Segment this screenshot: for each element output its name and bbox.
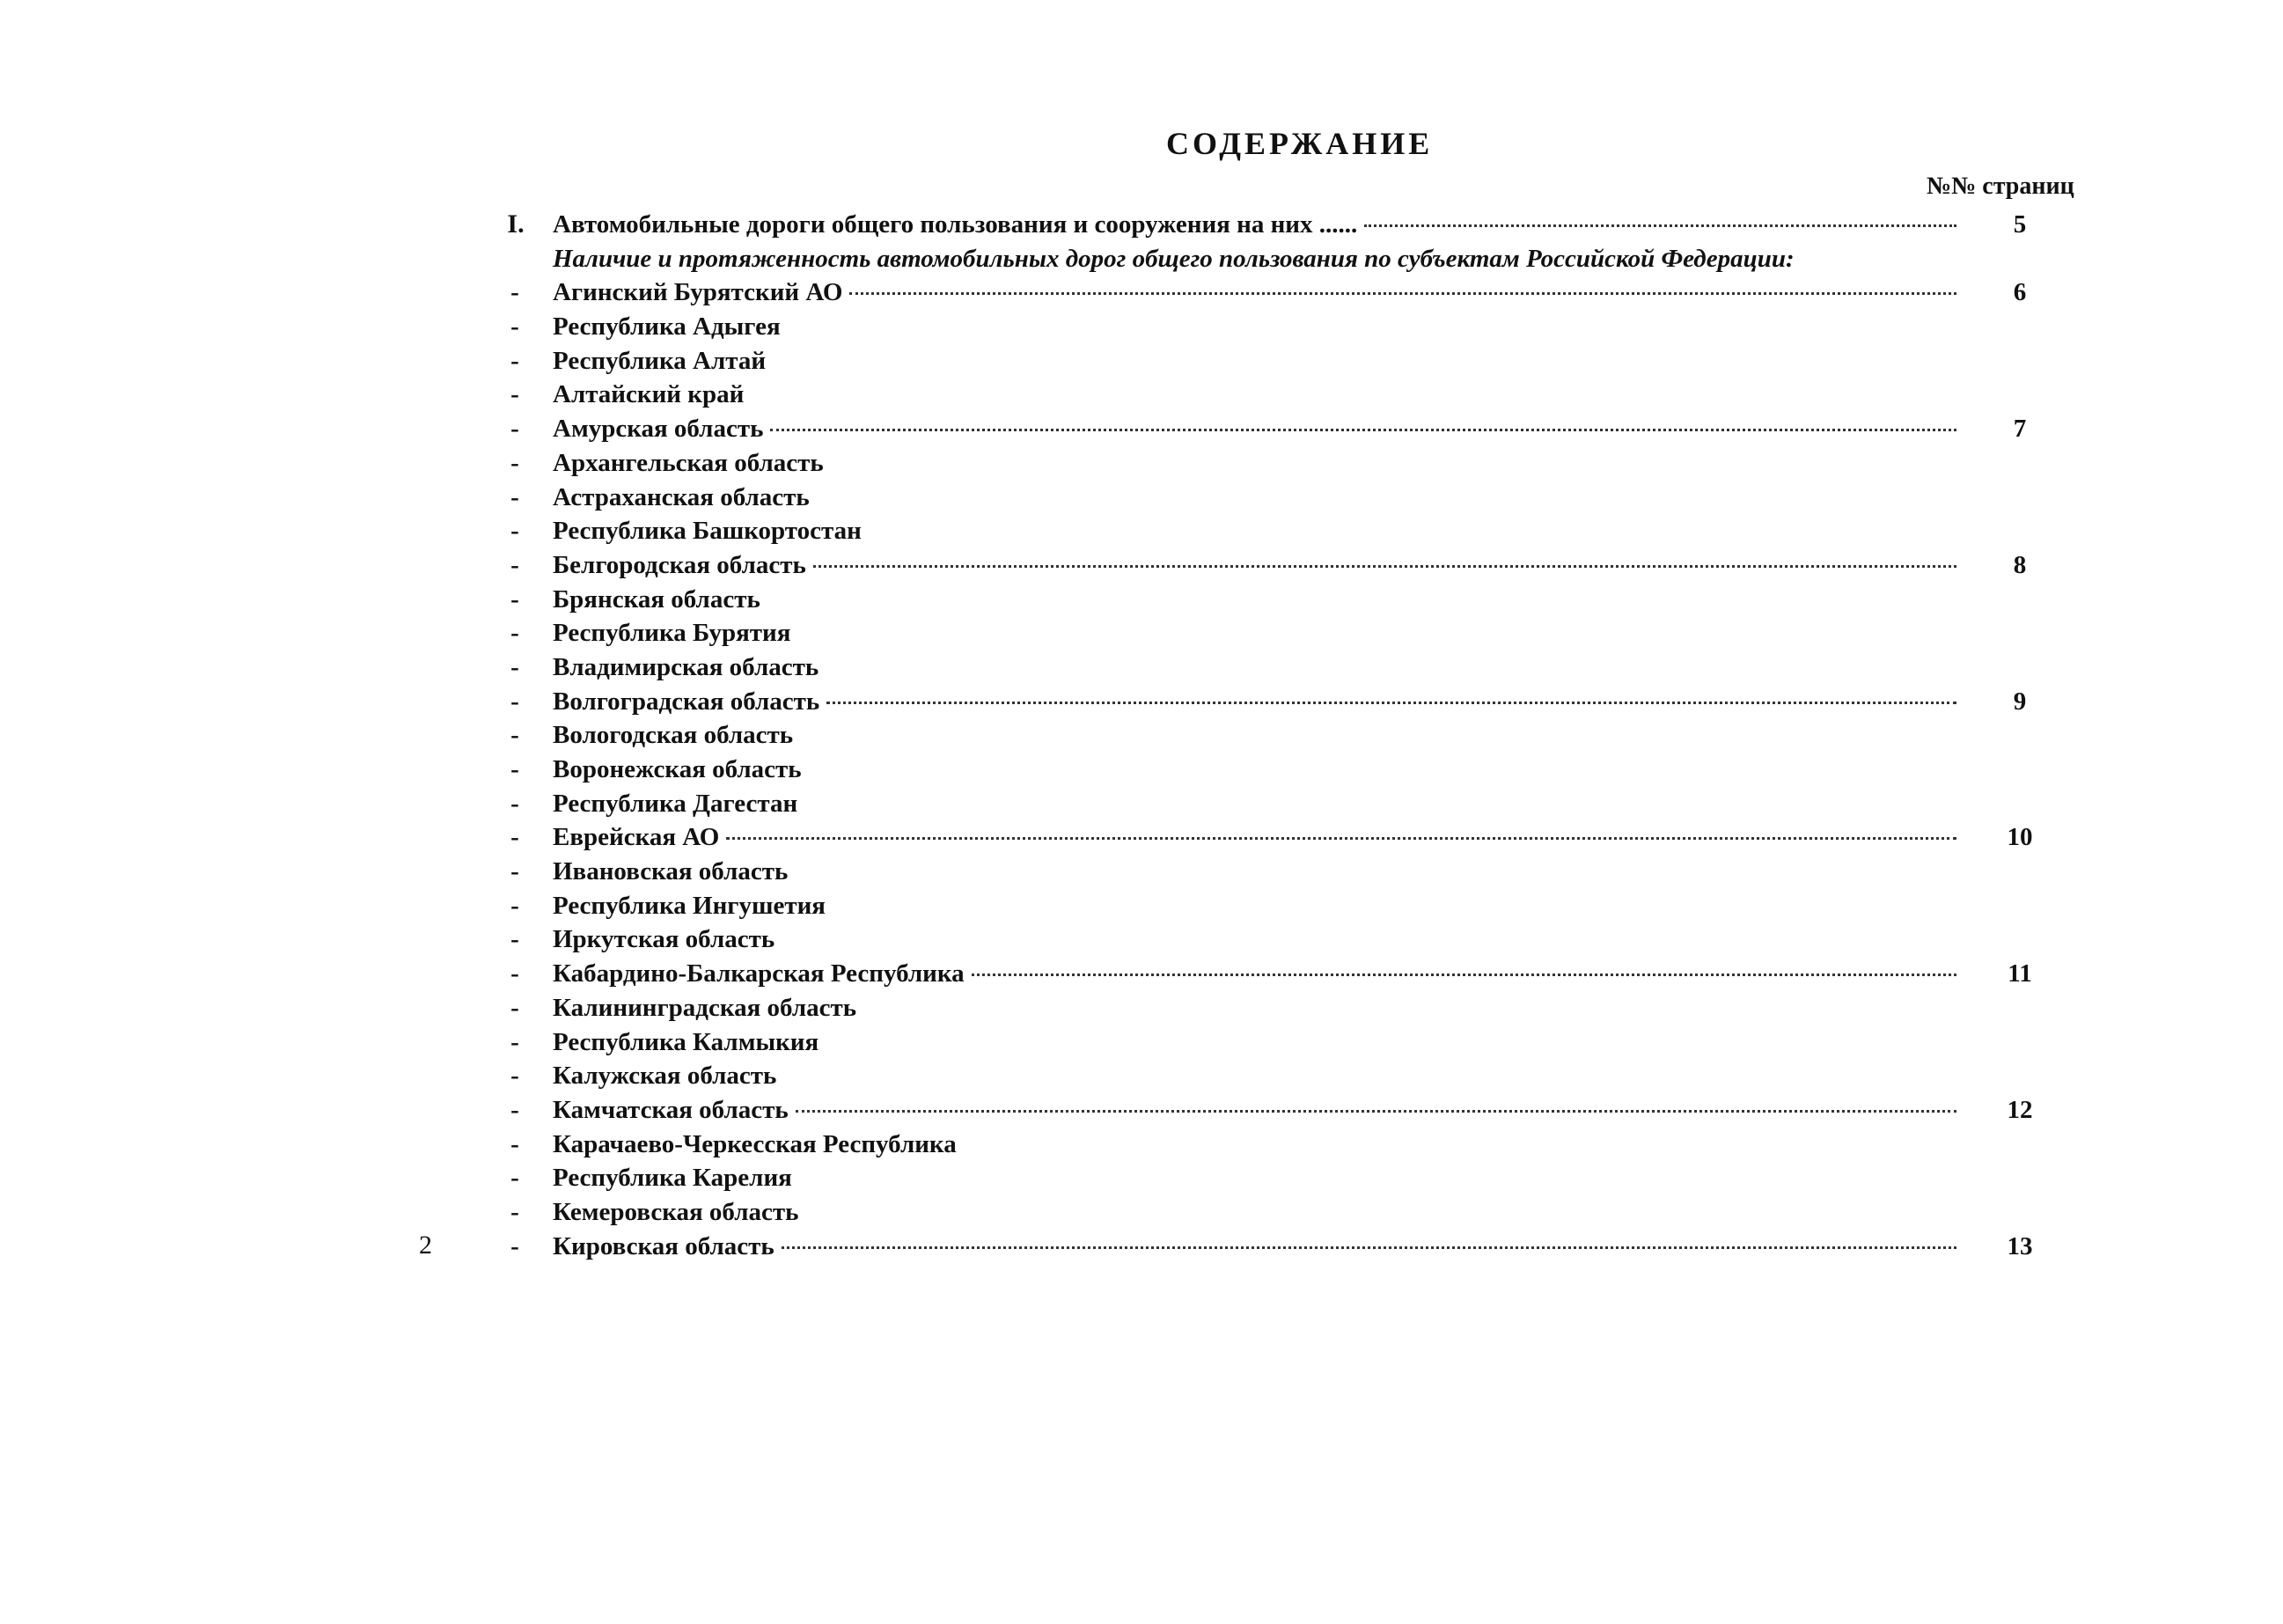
dot-leader xyxy=(726,837,1956,840)
list-bullet: - xyxy=(510,1164,519,1193)
toc-entry-line xyxy=(553,1195,1956,1230)
dot-leader xyxy=(972,974,1956,976)
toc-entry-line xyxy=(553,991,1956,1025)
toc-entry-line xyxy=(553,1230,1956,1264)
toc-entry-label: Воронежская область xyxy=(553,755,802,783)
toc-entry-label: Еврейская АО xyxy=(553,823,720,852)
toc-entry-line xyxy=(553,548,1956,583)
toc-entry-line xyxy=(553,514,1956,548)
toc-entry-label: Республика Алтай xyxy=(553,346,767,375)
page-title: СОДЕРЖАНИЕ xyxy=(1166,126,1434,161)
toc-entry-line xyxy=(553,650,1956,685)
toc-entry-line xyxy=(553,957,1956,991)
toc-entry xyxy=(0,991,2283,1025)
dot-leader xyxy=(813,565,1956,568)
toc-entry-line xyxy=(553,1128,1956,1162)
toc-entry xyxy=(0,957,2283,991)
toc-entry-line xyxy=(553,1093,1956,1128)
toc-entry-label: Волгоградская область xyxy=(553,687,820,716)
page-numbers-column-header: №№ страниц xyxy=(1927,173,2074,200)
toc-entry-page-number: 10 xyxy=(2007,823,2033,852)
toc-entry xyxy=(0,922,2283,957)
toc-entry-line xyxy=(553,583,1956,617)
dot-leader xyxy=(849,292,1956,295)
list-bullet: - xyxy=(510,278,519,307)
list-bullet: - xyxy=(510,380,519,409)
list-bullet: - xyxy=(510,482,519,511)
toc-entry-line xyxy=(553,753,1956,787)
toc-entry-label: Республика Дагестан xyxy=(553,789,798,818)
toc-entry-label: Калужская область xyxy=(553,1062,777,1091)
toc-entry-label: Амурская область xyxy=(553,415,764,444)
toc-entry xyxy=(0,514,2283,548)
toc-entry xyxy=(0,412,2283,446)
toc-entry-label: Камчатская область xyxy=(553,1095,789,1124)
toc-entry xyxy=(0,1195,2283,1230)
list-bullet: - xyxy=(510,415,519,444)
list-bullet: - xyxy=(510,1129,519,1158)
toc-entry-label: Республика Ингушетия xyxy=(553,891,826,920)
toc-entry xyxy=(0,344,2283,378)
list-bullet: - xyxy=(510,721,519,750)
list-bullet: - xyxy=(510,959,519,988)
toc-entry xyxy=(0,718,2283,753)
toc-entry-label: Республика Башкортостан xyxy=(553,517,862,546)
toc-entry xyxy=(0,787,2283,821)
toc-entry-label: Астраханская область xyxy=(553,482,810,511)
toc-entry-label: Калининградская область xyxy=(553,993,857,1022)
toc-entry-label: Республика Бурятия xyxy=(553,619,791,648)
toc-entry-label: Республика Адыгея xyxy=(553,312,781,342)
toc-entry-label: Кемеровская область xyxy=(553,1197,799,1226)
dot-leader xyxy=(826,702,1956,704)
toc-entry-line xyxy=(553,481,1956,515)
toc-entry-line xyxy=(553,718,1956,753)
toc-entry-line xyxy=(553,208,1956,242)
section-number: I. xyxy=(507,209,525,239)
toc-entry-label: Алтайский край xyxy=(553,380,745,409)
toc-entry xyxy=(0,446,2283,481)
page-number: 2 xyxy=(419,1231,432,1260)
dot-leader xyxy=(770,429,1956,431)
list-bullet: - xyxy=(510,789,519,818)
toc-entry-line xyxy=(553,1025,1956,1060)
toc-entry-label: Иркутская область xyxy=(553,925,775,954)
toc-entry-line xyxy=(553,378,1956,412)
list-bullet: - xyxy=(510,891,519,920)
toc-entry xyxy=(0,583,2283,617)
toc-entry-page-number: 11 xyxy=(2008,959,2032,988)
toc-entry xyxy=(0,820,2283,855)
list-bullet: - xyxy=(510,1197,519,1226)
toc-entry-page-number: 12 xyxy=(2007,1095,2033,1124)
toc-entry-line xyxy=(553,1059,1956,1093)
toc-entry-label: Республика Карелия xyxy=(553,1164,792,1193)
toc-entry-label: Вологодская область xyxy=(553,721,794,750)
toc-entry xyxy=(0,276,2283,310)
toc-entry-label: Республика Калмыкия xyxy=(553,1027,819,1056)
toc-entry xyxy=(0,548,2283,583)
toc-entry xyxy=(0,650,2283,685)
toc-entry xyxy=(0,378,2283,412)
toc-entry xyxy=(0,616,2283,650)
toc-entry-label: Кабардино-Балкарская Республика xyxy=(553,959,965,988)
toc-entry-line xyxy=(553,412,1956,446)
toc-entry-line xyxy=(553,344,1956,378)
toc-entry-label: Автомобильные дороги общего пользования и сооружения на них ...... xyxy=(553,210,1358,239)
toc-entry-label: Ивановская область xyxy=(553,857,789,886)
toc-entry-line xyxy=(553,310,1956,344)
dot-leader xyxy=(782,1246,1956,1249)
toc-entry xyxy=(0,1025,2283,1060)
toc-entry-line xyxy=(553,685,1956,719)
toc-entry-line xyxy=(553,855,1956,889)
list-bullet: - xyxy=(510,755,519,783)
toc-entry-page-number: 5 xyxy=(2013,210,2027,239)
toc-entry xyxy=(0,1059,2283,1093)
table-of-contents xyxy=(0,208,2283,1263)
toc-entry-line xyxy=(553,616,1956,650)
list-bullet: - xyxy=(510,1027,519,1056)
dot-leader xyxy=(796,1110,1956,1113)
list-bullet: - xyxy=(510,517,519,546)
list-bullet: - xyxy=(510,823,519,852)
toc-entry xyxy=(0,1128,2283,1162)
toc-entry-page-number: 13 xyxy=(2007,1231,2033,1260)
list-bullet: - xyxy=(510,312,519,342)
list-bullet: - xyxy=(510,652,519,681)
toc-entry-page-number: 7 xyxy=(2013,415,2027,444)
list-bullet: - xyxy=(510,925,519,954)
toc-entry-label: Белгородская область xyxy=(553,550,806,579)
toc-entry xyxy=(0,1093,2283,1128)
toc-entry-label: Кировская область xyxy=(553,1231,774,1260)
toc-entry-line xyxy=(553,922,1956,957)
toc-entry-label: Архангельская область xyxy=(553,448,824,477)
list-bullet: - xyxy=(510,448,519,477)
toc-entry xyxy=(0,481,2283,515)
toc-entry xyxy=(0,855,2283,889)
toc-entry xyxy=(0,1161,2283,1195)
toc-entry xyxy=(0,310,2283,344)
toc-entry-label: Брянская область xyxy=(553,584,760,614)
toc-entry-label: Карачаево-Черкесская Республика xyxy=(553,1129,957,1158)
toc-entry xyxy=(0,242,2283,276)
list-bullet: - xyxy=(510,584,519,614)
toc-entry-line xyxy=(553,276,1956,310)
section-subheading: Наличие и протяженность автомобильных дорог общего пользования по субъектам Российской Федерации: xyxy=(553,244,1795,273)
list-bullet: - xyxy=(510,1095,519,1124)
toc-entry-page-number: 8 xyxy=(2013,550,2027,579)
list-bullet: - xyxy=(510,346,519,375)
list-bullet: - xyxy=(510,1062,519,1091)
dot-leader xyxy=(1364,224,1956,227)
list-bullet: - xyxy=(510,1231,519,1260)
toc-entry-label: Агинский Бурятский АО xyxy=(553,278,843,307)
toc-entry-line xyxy=(553,1161,1956,1195)
toc-entry-page-number: 6 xyxy=(2013,278,2027,307)
list-bullet: - xyxy=(510,550,519,579)
toc-entry xyxy=(0,889,2283,923)
list-bullet: - xyxy=(510,857,519,886)
toc-entry-label: Владимирская область xyxy=(553,652,819,681)
list-bullet: - xyxy=(510,993,519,1022)
toc-entry-line xyxy=(553,889,1956,923)
toc-entry xyxy=(0,208,2283,242)
toc-entry-line xyxy=(553,820,1956,855)
toc-entry-line xyxy=(553,446,1956,481)
toc-entry xyxy=(0,685,2283,719)
toc-entry xyxy=(0,753,2283,787)
toc-entry-page-number: 9 xyxy=(2013,687,2027,716)
list-bullet: - xyxy=(510,619,519,648)
toc-entry xyxy=(0,1230,2283,1264)
toc-entry-line xyxy=(553,242,1956,276)
toc-entry-line xyxy=(553,787,1956,821)
list-bullet: - xyxy=(510,687,519,716)
